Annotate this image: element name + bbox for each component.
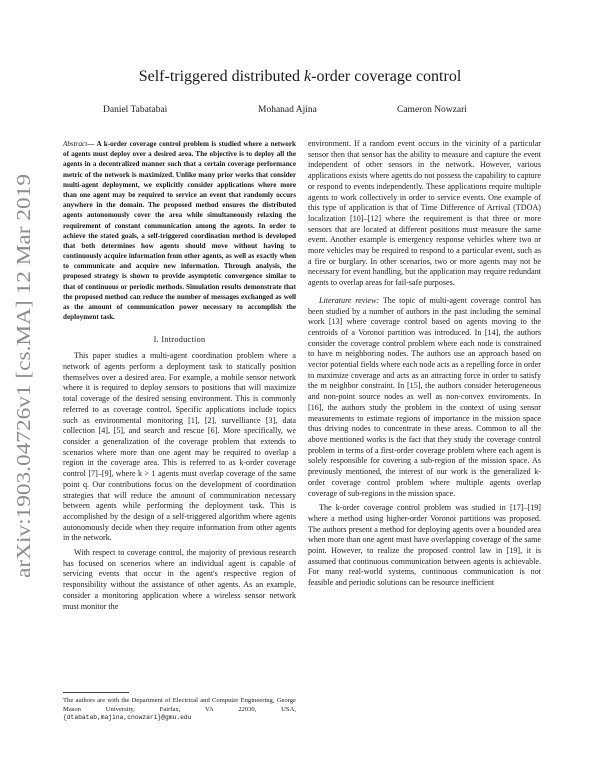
arxiv-stamp-text: arXiv:1903.04726v1 [cs.MA] 12 Mar 2019 [14,240,35,578]
author-list [60,102,540,118]
abstract [63,139,296,322]
arxiv-identifier-stamp[interactable] [6,168,38,588]
author-name: Cameron Nowzari [397,105,467,115]
paper-title [60,67,540,87]
abstract-text: — A k-order coverage control problem is studied where a network of agents must deploy over a desired area. The objective is to deploy all the agents in a decentralized manner such that a certain coverage performance metric of the network is maximized. Unlike many prior works that consider multi-agent deployment, we explicitly consider applications where more than one agent may be required to service an event that randomly occurs anywhere in the domain. The proposed method ensures the distributed agents autonomously cover the area while simultaneously relaxing the requirement of constant communication among the agents. In order to achieve the stated goals, a self-triggered coordination method is developed that both determines how agents should move without having to continuously acquire information from other agents, as well as exactly when to communicate and acquire new information. Through analysis, the proposed strategy is shown to provide asymptotic convergence similar to that of continuous or periodic methods. Simulation results demonstrate that the proposed method can reduce the number of messages exchanged as well as the amount of communication power necessary to accomplish the deployment task. [63,140,296,322]
arxiv-stamp-svg [6,168,38,588]
right-column [308,139,541,593]
title-math-k: k [304,68,312,85]
author-emails: {dtabatab,majina,cnowzari}@gmu.edu [63,714,192,722]
body-paragraph: This paper studies a multi-agent coordination problem where a network of agents perform a deployment task to statically position themselves over a desired area. For example, a mobile sensor network where it is required to deploy sensors to positions that will maximize total coverage of the desired sensing environment. This is commonly referred to as coverage control. Specific applications include topics such as environmental monitoring [1], [2], survelliance [3], data collection [4], [5], and search and rescue [6]. More specifically, we consider a generalization of the coverage problem that extends to scenarios where more than one agent may be required to overlap a region in the coverage area. This is referred to as k-order coverage control [7]–[9], where k > 1 agents must overlap coverage of the same point q. Our contributions focus on the development of coordination strategies that will reduce the amount of communication necessary between agents while performing the deployment task. This is accomplished by the design of a self-triggered algorithm where agents autonomously decide when they require information from other agents in the network. [63,351,296,543]
body-paragraph: With respect to coverage control, the majority of previous research has focused on scenerios where an individual agent is capable of servicing events that occur in the agent's respective region of responsibility without the assistance of other agents. As an example, consider a monitoring application where a wireless sensor network must monitor the [63,548,296,611]
footnote-text: The authors are with the Department of Electrical and Computer Engineering, George Mason University, Fairfax, VA 22030, USA, [63,697,296,713]
abstract-label: Abstract [63,140,88,148]
footnote-divider [63,692,129,693]
author-name: Mohanad Ajina [258,105,317,115]
section-heading-introduction: I. Introduction [153,335,206,345]
body-paragraph: The k-order coverage control problem was studied in [17]–[19] where a method using higher-order Voronoi partitions was proposed. The authors present a method for deploying agents over a bounded area when more than one agent must have overlapping coverage of the same point. However, to realize the proposed control law in [19], it is assumed that continuous communication between agents is achievable. For many real-world systems, continuous communication is not feasible and periodic solutions can be resource inefficient [308,503,541,588]
author-name: Daniel Tabatabai [103,105,168,115]
paper-title-text: Self-triggered distributed k-order coverage control [138,68,462,85]
literature-review-paragraph [308,296,541,499]
author-affiliation-footnote [63,697,296,723]
literature-review-label: Literature review: [319,295,380,305]
body-paragraph: environment. If a random event occurs in the vicinity of a particular sensor then that sensor has the ability to measure and capture the event independent of other sensors in the network. However, various applications exists where agents do not possess the capability to capture or respond to events independently. These applications require multiple agents to work collectively in order to service events. One example of this type of application is that of Time Difference of Arrival (TDOA) localization [10]–[12] where the requirement is that three or more sensors that are located at different positions must measure the same event. Another example is emergency response vehicles where two or more vehicles may be required to respond to a particular event, such as a fire or burglary. In other scenarios, two or more agents may not be necessary for event handling, but the application may require redundant agents to overlap areas for fail-safe purposes. [308,139,541,288]
left-column [63,139,296,616]
literature-review-text: The topic of multi-agent coverage control has been studied by a number of authors in the past including the seminal work [13] where coverage control based on agents moving to the centroids of a Voronoi partition was introduced. In [14], the authors consider the coverage control problem where each node is constrained to have m neighboring nodes. The authors use an approach based on vector potential fields where each node acts as a repelling force in order to maximize coverage and acts as an attracting force in order to satisfy the m neighbor constraint. In [15], the authors consider heterogeneous and non-point source nodes as well as non-convex enviroments. In [16], the authors study the problem in the context of using sensor measurements to estimate regions of importance in the mission space thus driving nodes to concentrate in these areas. Common to all the above mentioned works is the fact that they study the coverage control problem in terms of a first-order coverage problem where each agent is solely responsible for covering a sub-region of the mission space. As previously mentioned, the interest of our work is the generalized k-order coverage control problem where multiple agents overlap coverage of sub-regions in the mission space. [308,295,541,498]
